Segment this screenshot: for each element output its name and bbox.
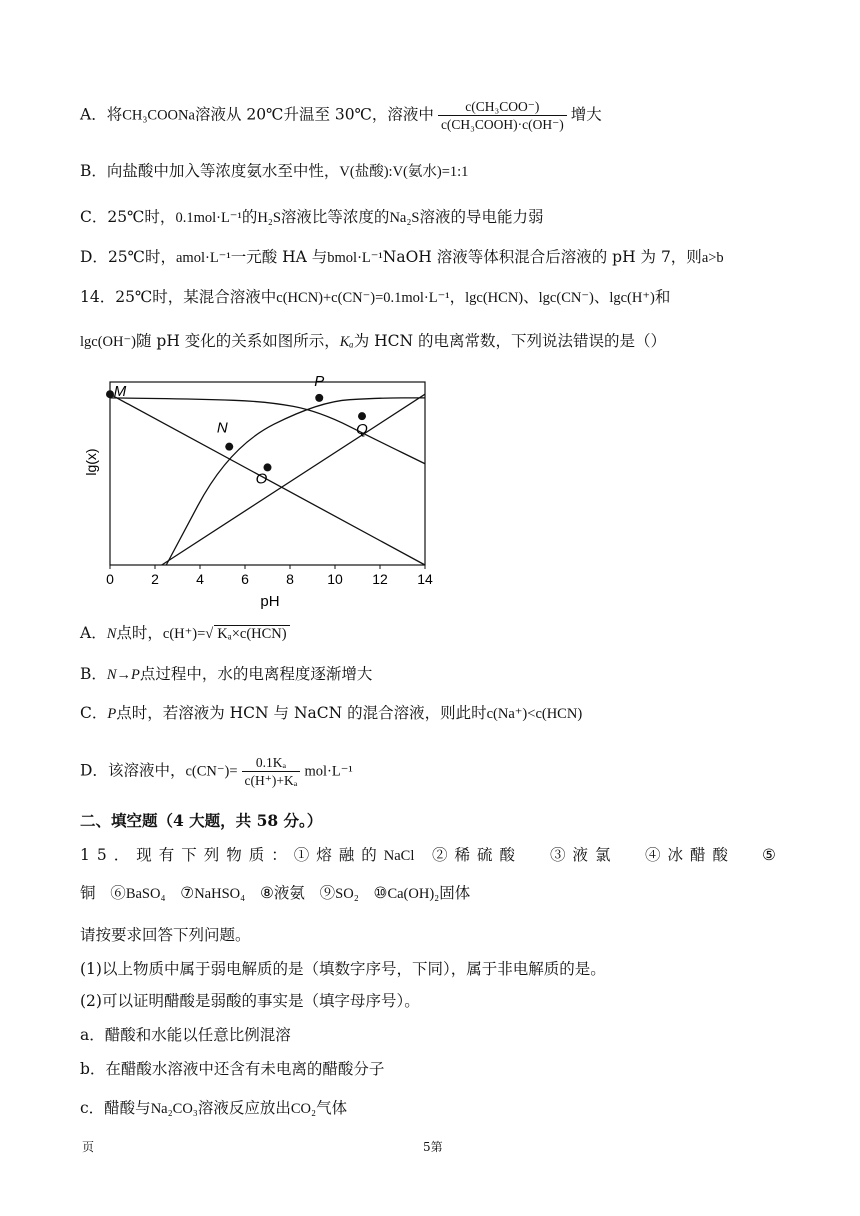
footer-page-number: 5第 (423, 1140, 443, 1154)
x-tick-label-14: 14 (417, 571, 433, 587)
q15-choice-c: c．醋酸与Na₂CO₃溶液反应放出CO₂气体 (80, 1099, 348, 1117)
q15-part1: (1)以上物质中属于弱电解质的是（填数字序号，下同），属于非电解质的是。 (80, 960, 606, 978)
series-line-1 (110, 394, 425, 565)
x-tick-label-2: 2 (151, 571, 159, 587)
q13-option-c: C．25℃时，0.1mol·L⁻¹的H₂S溶液比等浓度的Na₂S溶液的导电能力弱 (80, 208, 544, 226)
x-tick-label-8: 8 (286, 571, 294, 587)
q13-option-b: B．向盐酸中加入等浓度氨水至中性，V(盐酸):V(氨水)=1:1 (80, 162, 469, 180)
section-title: 二、填空题（4 大题，共 58 分。） (80, 811, 323, 830)
ch3coona-formula: CH₃COONa (122, 107, 195, 124)
point-label-n: N (216, 419, 228, 437)
series-line-4 (166, 398, 425, 565)
sqrt-symbol: √ (205, 626, 214, 642)
point-n (225, 443, 233, 451)
q15-items-line2: 铜 ⑥BaSO₄ ⑦NaHSO₄ ⑧液氨 ⑨SO₂ ⑩Ca(OH)₂固体 (80, 884, 471, 902)
x-tick-label-10: 10 (327, 571, 343, 587)
q15-choice-b: b．在醋酸水溶液中还含有未电离的醋酸分子 (80, 1060, 385, 1078)
point-label-q: Q (356, 421, 368, 439)
point-p (315, 394, 323, 402)
x-axis-label: pH (260, 593, 280, 610)
point-label-o: O (255, 470, 268, 488)
point-label-p: P (314, 372, 325, 390)
x-tick-label-0: 0 (106, 571, 114, 587)
q14-option-a: A．N点时，c(H⁺)=√ Kₐ×c(HCN) (80, 622, 290, 645)
q15-items-line1: 15．现有下列物质：①熔融的NaCl ②稀硫酸 ③液氯 ④冰醋酸 ⑤ (80, 846, 776, 864)
q13-a-fraction: $\frac{\text{c(CH₃COO⁻)}}{\text{c(CH₃COOH)·c(OH⁻)}}$ (438, 98, 567, 133)
point-q (358, 412, 366, 420)
ticks-layer (106, 565, 433, 587)
lg-pH-chart (78, 362, 448, 610)
footer-left: 页 (82, 1140, 95, 1154)
x-tick-label-12: 12 (372, 571, 388, 587)
series-line-3 (110, 398, 425, 464)
series-line-2 (162, 394, 425, 565)
q14-stem-line2: lgc(OH⁻)随 pH 变化的关系如图所示，Kₐ为 HCN 的电离常数，下列说法错误的是（） (80, 332, 666, 350)
q15-instruction: 请按要求回答下列问题。 (80, 926, 251, 944)
q15-choice-a: a．醋酸和水能以任意比例混溶 (80, 1026, 291, 1044)
q13-option-d: D．25℃时，amol·L⁻¹一元酸 HA 与bmol·L⁻¹NaOH 溶液等体积混合后溶液的 pH 为 7，则a>b (80, 248, 724, 266)
h2s-formula: H₂S (257, 210, 281, 226)
points-layer (106, 373, 368, 488)
na2s-formula: Na₂S (389, 210, 420, 226)
y-axis-label: lg(x) (83, 448, 99, 476)
q14-option-b: B．N→P点过程中，水的电离程度逐渐增大 (80, 665, 373, 683)
volume-ratio: V(盐酸):V(氨水)=1:1 (339, 164, 469, 180)
series-layer (110, 394, 425, 565)
plot-border (110, 382, 425, 565)
q14-option-c: C．P点时，若溶液为 HCN 与 NaCN 的混合溶液，则此时c(Na⁺)<c(HCN) (80, 704, 583, 722)
q14-option-d: D．该溶液中，c(CN⁻)= $\frac{\text{0.1Kₐ}}{\text{c(H⁺)+Kₐ}}$ mol·L⁻¹ (80, 755, 353, 788)
q14-stem-line1: 14．25℃时，某混合溶液中c(HCN)+c(CN⁻)=0.1mol·L⁻¹，lgc(HCN)、lgc(CN⁻)、lgc(H⁺)和 (80, 288, 671, 306)
plot-frame (110, 382, 425, 565)
x-tick-label-6: 6 (241, 571, 249, 587)
q13-option-a: A．将CH₃COONa溶液从 20℃升温至 30℃，溶液中 $\frac{\text{c(CH₃COO⁻)}}{\text{c(CH₃COOH)·c(OH⁻)}}$ 增大 (80, 99, 602, 132)
q15-part2: (2)可以证明醋酸是弱酸的事实是（填字母序号）。 (80, 992, 420, 1010)
x-tick-label-4: 4 (196, 571, 204, 587)
point-label-m: M (113, 383, 127, 401)
q14-d-fraction: $\frac{\text{0.1Kₐ}}{\text{c(H⁺)+Kₐ}}$ (242, 754, 301, 789)
